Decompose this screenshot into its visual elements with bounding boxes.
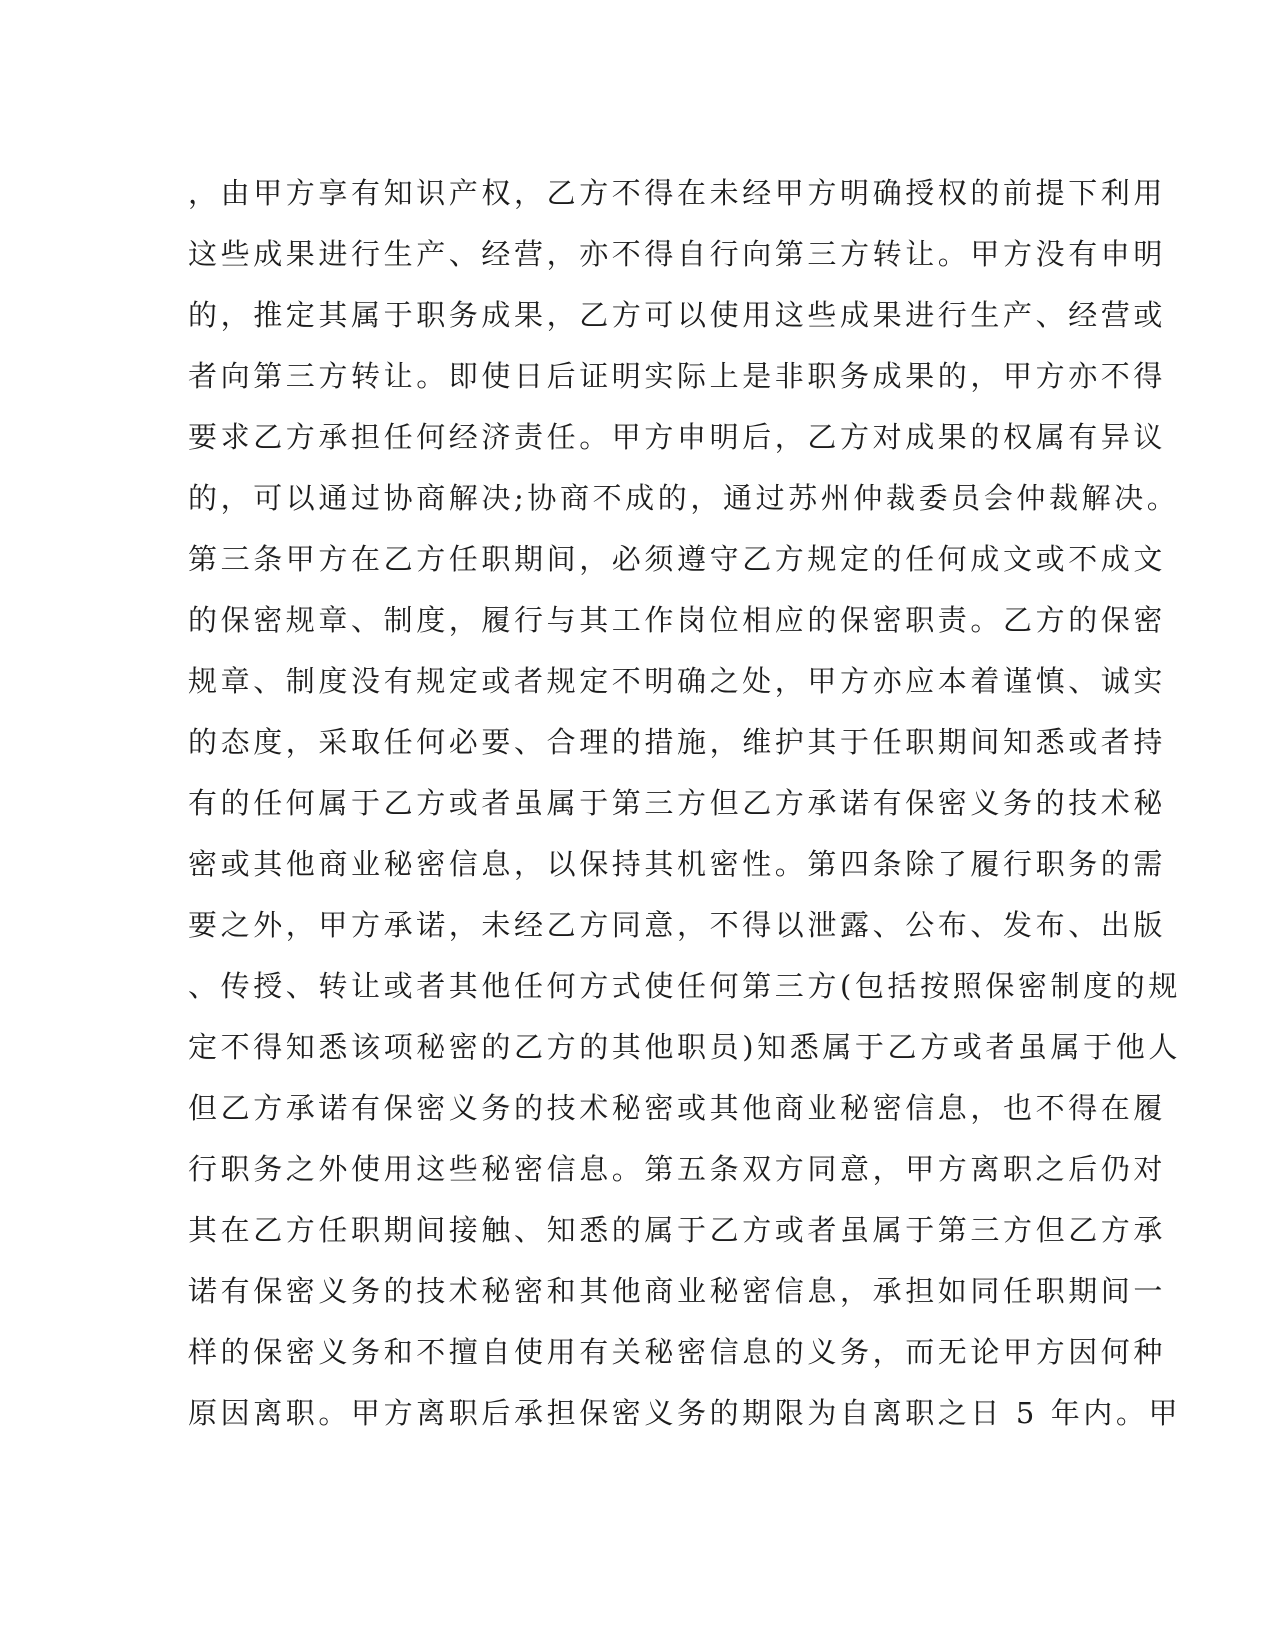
text-line: ，由甲方享有知识产权，乙方不得在未经甲方明确授权的前提下利用 [188, 176, 1167, 210]
text-line: 规章、制度没有规定或者规定不明确之处，甲方亦应本着谨慎、诚实 [188, 664, 1167, 698]
text-line: 其在乙方任职期间接触、知悉的属于乙方或者虽属于第三方但乙方承 [188, 1213, 1167, 1247]
text-line: 的态度，采取任何必要、合理的措施，维护其于任职期间知悉或者持 [188, 725, 1167, 759]
text-line: 行职务之外使用这些秘密信息。第五条双方同意，甲方离职之后仍对 [188, 1152, 1167, 1186]
text-line: 诺有保密义务的技术秘密和其他商业秘密信息，承担如同任职期间一 [188, 1274, 1167, 1308]
text-line: 的保密规章、制度，履行与其工作岗位相应的保密职责。乙方的保密 [188, 603, 1167, 637]
text-line: 要求乙方承担任何经济责任。甲方申明后，乙方对成果的权属有异议 [188, 420, 1167, 454]
text-line: 的，可以通过协商解决;协商不成的，通过苏州仲裁委员会仲裁解决。 [188, 481, 1180, 515]
text-line: 但乙方承诺有保密义务的技术秘密或其他商业秘密信息，也不得在履 [188, 1091, 1167, 1125]
text-line: 第三条甲方在乙方任职期间，必须遵守乙方规定的任何成文或不成文 [188, 542, 1167, 576]
text-line: 样的保密义务和不擅自使用有关秘密信息的义务，而无论甲方因何种 [188, 1335, 1167, 1369]
text-line: 要之外，甲方承诺，未经乙方同意，不得以泄露、公布、发布、出版 [188, 908, 1167, 942]
text-line: 者向第三方转让。即使日后证明实际上是非职务成果的，甲方亦不得 [188, 359, 1167, 393]
text-line: 原因离职。甲方离职后承担保密义务的期限为自离职之日 5 年内。甲 [188, 1396, 1182, 1430]
body-text [188, 163, 1182, 1444]
text-line: 密或其他商业秘密信息，以保持其机密性。第四条除了履行职务的需 [188, 847, 1167, 881]
text-line: 的，推定其属于职务成果，乙方可以使用这些成果进行生产、经营或 [188, 298, 1167, 332]
text-line: 这些成果进行生产、经营，亦不得自行向第三方转让。甲方没有申明 [188, 237, 1167, 271]
text-line: 、传授、转让或者其他任何方式使任何第三方(包括按照保密制度的规 [188, 969, 1181, 1003]
text-line: 定不得知悉该项秘密的乙方的其他职员)知悉属于乙方或者虽属于他人 [188, 1030, 1181, 1064]
text-line: 有的任何属于乙方或者虽属于第三方但乙方承诺有保密义务的技术秘 [188, 786, 1167, 820]
